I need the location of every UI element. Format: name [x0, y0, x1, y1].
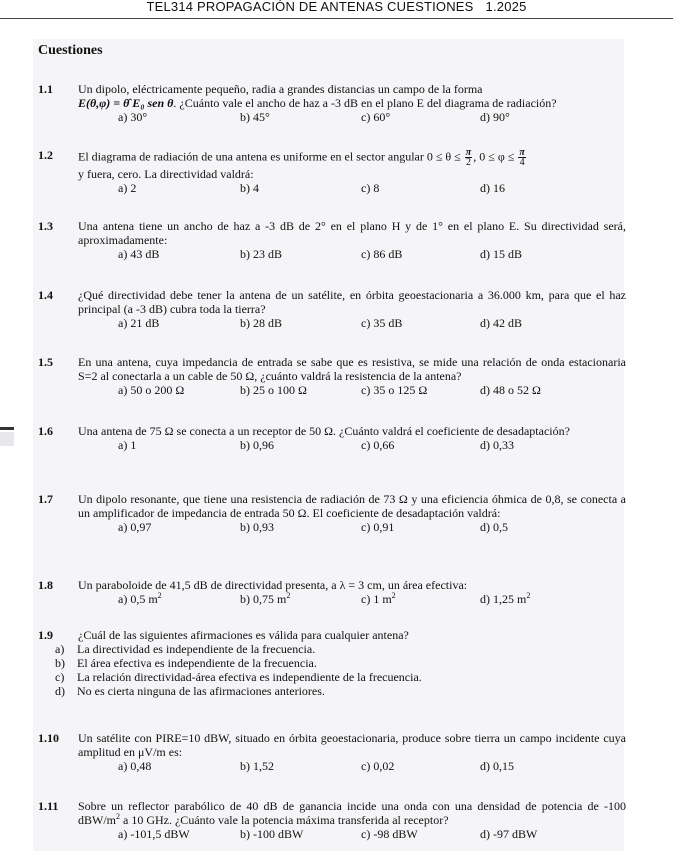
option-c: c) 8 — [361, 181, 380, 195]
fraction-pi-2: $\frac{\pi}{2}$ — [465, 147, 472, 168]
question-text-line1: Un dipolo, eléctricamente pequeño, radia a grandes distancias un campo de la forma — [78, 82, 483, 96]
question-1-8 — [38, 578, 626, 606]
question-text — [78, 82, 626, 110]
header-title: TEL314 PROPAGACIÓN DE ANTENAS CUESTIONES — [146, 0, 474, 14]
question-1-3 — [38, 219, 626, 261]
option-a: a) 1 — [118, 438, 137, 452]
answer-options — [78, 520, 626, 534]
option-b: b) 28 dB — [240, 316, 282, 330]
list-item: c) La relación directividad-área efectiva es independiente de la frecuencia. — [55, 670, 422, 684]
option-a: a) 0,5 $m^2$ — [118, 591, 162, 606]
answer-options — [78, 316, 626, 330]
option-a: a) 0,48 — [118, 759, 152, 773]
question-text: Un dipolo resonante, que tiene una resistencia de radiación de 73 Ω y una eficiencia óhmica de 0,8, se conecta a un amplificador de impedancia de entrada 50 Ω. El coeficiente de desadaptación valdrá: — [78, 492, 626, 520]
option-a: a) 21 dB — [118, 316, 160, 330]
option-b: b) 0,93 — [240, 520, 274, 534]
option-d: d) 42 dB — [480, 316, 522, 330]
option-d: d) 0,15 — [480, 759, 514, 773]
option-a: a) 2 — [118, 181, 137, 195]
option-b: b) -100 dBW — [240, 827, 304, 841]
option-b: b) 0,75 $m^2$ — [240, 591, 291, 606]
question-number: 1.2 — [38, 148, 53, 162]
question-text: Sobre un reflector parabólico de 40 dB de ganancia incide una onda con una densidad de potencia de -100 dBW/$m^2$ a 10 GHz. ¿Cuánto vale la potencia máxima transferida al receptor? — [78, 799, 626, 827]
option-d: d) 0,33 — [480, 438, 514, 452]
option-d: d) 48 o 52 Ω — [480, 383, 541, 397]
list-item: b) El área efectiva es independiente de la frecuencia. — [55, 656, 317, 670]
option-c: c) 0,02 — [361, 759, 395, 773]
option-d: d) 90° — [480, 110, 510, 124]
answer-options — [78, 827, 626, 841]
question-text — [78, 148, 626, 181]
option-b: b) 0,96 — [240, 438, 274, 452]
option-d: d) -97 dBW — [480, 827, 538, 841]
option-c: c) 60° — [361, 110, 391, 124]
question-text: ¿Qué directividad debe tener la antena de un satélite, en órbita geoestacionaria a 36.000 km, para que el haz principal (a -3 dB) cubra toda la tierra? — [78, 288, 626, 316]
option-c: c) 0,66 — [361, 438, 395, 452]
header-date: 1.2025 — [485, 0, 527, 14]
option-a: a) 50 o 200 Ω — [118, 383, 185, 397]
answer-options — [78, 592, 626, 606]
question-number: 1.10 — [38, 731, 59, 745]
option-c: c) 86 dB — [361, 247, 403, 261]
question-1-11 — [38, 799, 626, 841]
answer-options — [78, 247, 626, 261]
option-d: d) 15 dB — [480, 247, 522, 261]
question-1-1 — [38, 82, 626, 124]
list-item: a) La directividad es independiente de la frecuencia. — [55, 642, 316, 656]
option-c: c) 1 $m^2$ — [361, 591, 396, 606]
margin-marker — [0, 427, 14, 430]
question-text-line2: y fuera, cero. La directividad valdrá: — [78, 167, 254, 181]
question-number: 1.1 — [38, 82, 53, 96]
answer-options — [78, 438, 626, 452]
fraction-pi-4: $\frac{\pi}{4}$ — [519, 147, 525, 168]
question-1-4 — [38, 288, 626, 330]
answer-options — [78, 110, 626, 124]
option-d: d) 16 — [480, 181, 505, 195]
question-text: Una antena de 75 Ω se conecta a un receptor de 50 Ω. ¿Cuánto valdrá el coeficiente de desadaptación? — [78, 424, 570, 438]
answer-options — [78, 759, 626, 773]
option-a: a) 43 dB — [118, 247, 160, 261]
question-number: 1.8 — [38, 578, 53, 592]
question-text-line1: El diagrama de radiación de una antena es uniforme en el sector angular 0 ≤ θ ≤ — [78, 149, 461, 164]
page-header — [0, 0, 673, 19]
option-b: b) 1,52 — [240, 759, 274, 773]
question-number: 1.11 — [38, 799, 59, 813]
question-1-7 — [38, 492, 626, 534]
formula-field: E(θ,φ) = θ̂ E₀ sen θ — [78, 96, 174, 110]
option-d: d) 0,5 — [480, 520, 508, 534]
question-number: 1.4 — [38, 288, 53, 302]
margin-box — [0, 432, 14, 446]
question-1-5 — [38, 355, 626, 397]
option-b: b) 45° — [240, 110, 270, 124]
question-1-2 — [38, 148, 626, 195]
question-1-10 — [38, 731, 626, 773]
question-text: Un satélite con PIRE=10 dBW, situado en órbita geoestacionaria, produce sobre tierra un campo incidente cuya amplitud en μV/m es: — [78, 731, 626, 759]
question-text: Una antena tiene un ancho de haz a -3 dB de 2° en el plano H y de 1° en el plano E. Su directividad será, aproximadamente: — [78, 219, 626, 247]
option-d: d) 1,25 $m^2$ — [480, 591, 531, 606]
option-b: b) 4 — [240, 181, 259, 195]
option-c: c) 0,91 — [361, 520, 395, 534]
question-text-mid: , 0 ≤ φ ≤ — [473, 149, 515, 164]
question-number: 1.6 — [38, 424, 53, 438]
question-number: 1.7 — [38, 492, 53, 506]
option-a: a) 0,97 — [118, 520, 152, 534]
question-text-line2: . ¿Cuánto vale el ancho de haz a -3 dB en el plano E del diagrama de radiación? — [173, 96, 557, 110]
question-text: En una antena, cuya impedancia de entrada se sabe que es resistiva, se mide una relación de onda estacionaria S=2 al conectarla a un cable de 50 Ω, ¿cuánto valdrá la resistencia de la antena? — [78, 355, 626, 383]
answer-options — [78, 181, 626, 195]
question-number: 1.5 — [38, 355, 53, 369]
option-b: b) 25 o 100 Ω — [240, 383, 307, 397]
question-1-9 — [38, 628, 626, 698]
statement-list — [44, 642, 626, 698]
option-a: a) -101,5 dBW — [118, 827, 190, 841]
answer-options — [78, 383, 626, 397]
option-a: a) 30° — [118, 110, 148, 124]
option-c: c) 35 dB — [361, 316, 403, 330]
option-c: c) 35 o 125 Ω — [361, 383, 428, 397]
question-number: 1.9 — [38, 628, 53, 642]
question-text: Un paraboloide de 41,5 dB de directividad presenta, a λ = 3 cm, un área efectiva: — [78, 578, 468, 592]
question-number: 1.3 — [38, 219, 53, 233]
option-c: c) -98 dBW — [361, 827, 418, 841]
question-text: ¿Cuál de las siguientes afirmaciones es válida para cualquier antena? — [78, 628, 409, 642]
list-item: d) No es cierta ninguna de las afirmaciones anteriores. — [55, 684, 325, 698]
option-b: b) 23 dB — [240, 247, 282, 261]
section-title: Cuestiones — [38, 43, 103, 58]
question-1-6 — [38, 424, 626, 452]
